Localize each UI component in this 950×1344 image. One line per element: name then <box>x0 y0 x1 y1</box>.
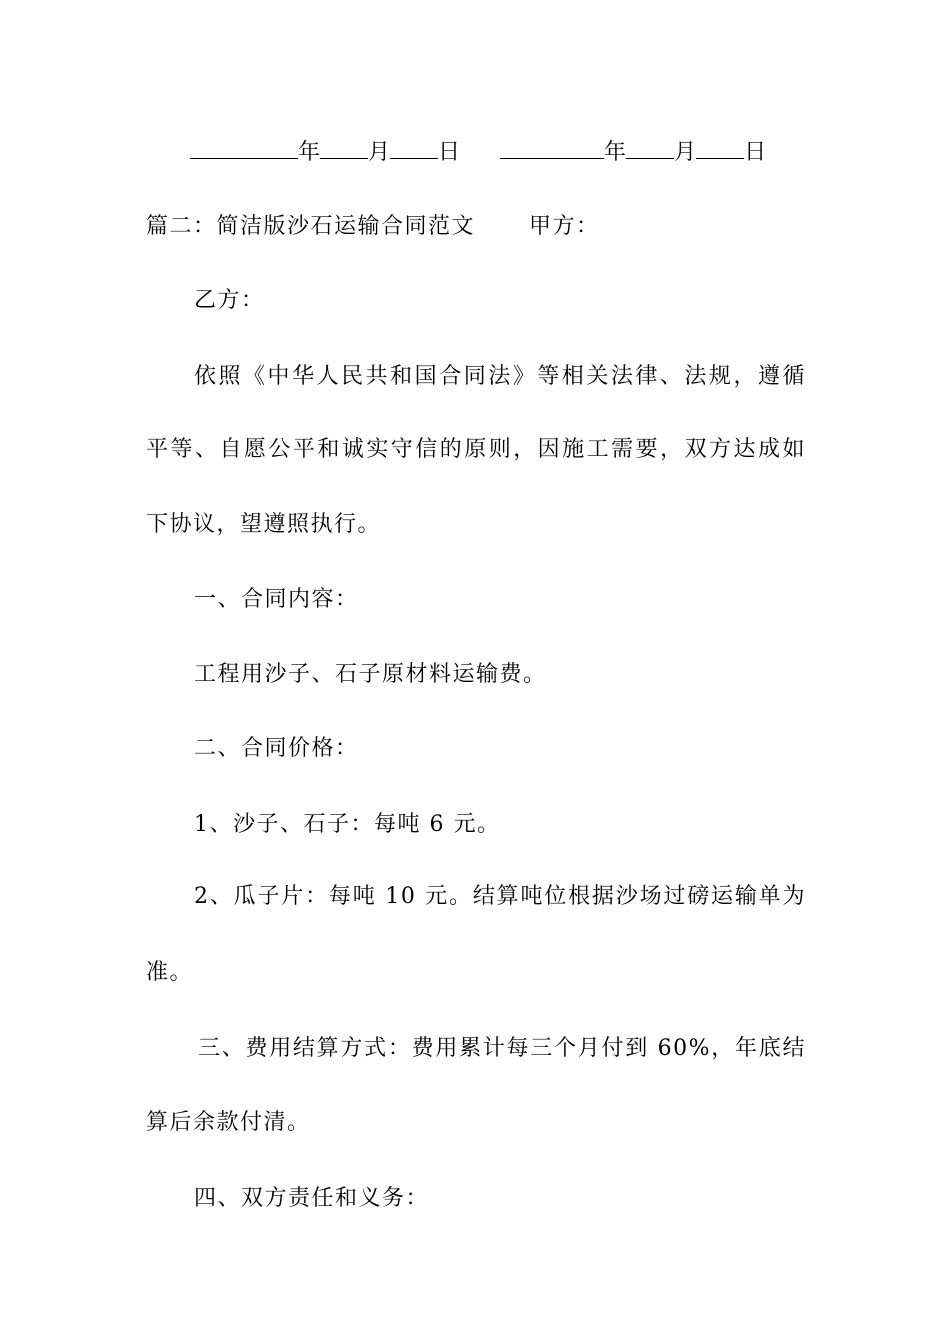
day-label-right: 日 <box>744 140 767 165</box>
section-2-item-1: 1、沙子、石子：每吨 6 元。 <box>194 812 501 837</box>
intro-line-1: 依照《中华人民共和国合同法》等相关法律、法规，遵循 <box>194 364 806 389</box>
month-label-left: 月 <box>368 140 391 165</box>
section-1-body: 工程用沙子、石子原材料运输费。 <box>194 662 547 687</box>
intro-line-2: 平等、自愿公平和诚实守信的原则，因施工需要，双方达成如 <box>146 437 806 462</box>
month-blank-right <box>626 136 674 159</box>
party-a-label: 甲方： <box>529 214 600 239</box>
month-blank-left <box>320 136 368 159</box>
signature-date-row <box>190 136 770 168</box>
year-blank-right <box>500 136 604 159</box>
heading-row <box>146 212 806 242</box>
section-2-item-2-line-1: 2、瓜子片：每吨 10 元。结算吨位根据沙场过磅运输单为 <box>194 884 806 909</box>
section-4-title: 四、双方责任和义务： <box>194 1186 430 1211</box>
section-3-line-2: 算后余款付清。 <box>146 1110 311 1135</box>
section-2-item-2-line-2: 准。 <box>146 960 194 985</box>
section-3-line-1: 三、费用结算方式：费用累计每三个月付到 60%，年底结 <box>198 1036 806 1061</box>
section-1-title: 一、合同内容： <box>194 587 359 612</box>
year-label-right: 年 <box>604 140 627 165</box>
year-blank-left <box>190 136 298 159</box>
section-heading: 篇二：简洁版沙石运输合同范文 <box>146 214 476 239</box>
section-2-title: 二、合同价格： <box>194 736 359 761</box>
day-blank-right <box>696 136 744 159</box>
intro-line-3: 下协议，望遵照执行。 <box>146 512 382 537</box>
month-label-right: 月 <box>674 140 697 165</box>
year-label-left: 年 <box>298 140 321 165</box>
day-label-left: 日 <box>438 140 461 165</box>
day-blank-left <box>390 136 438 159</box>
party-b-label: 乙方： <box>194 288 265 313</box>
